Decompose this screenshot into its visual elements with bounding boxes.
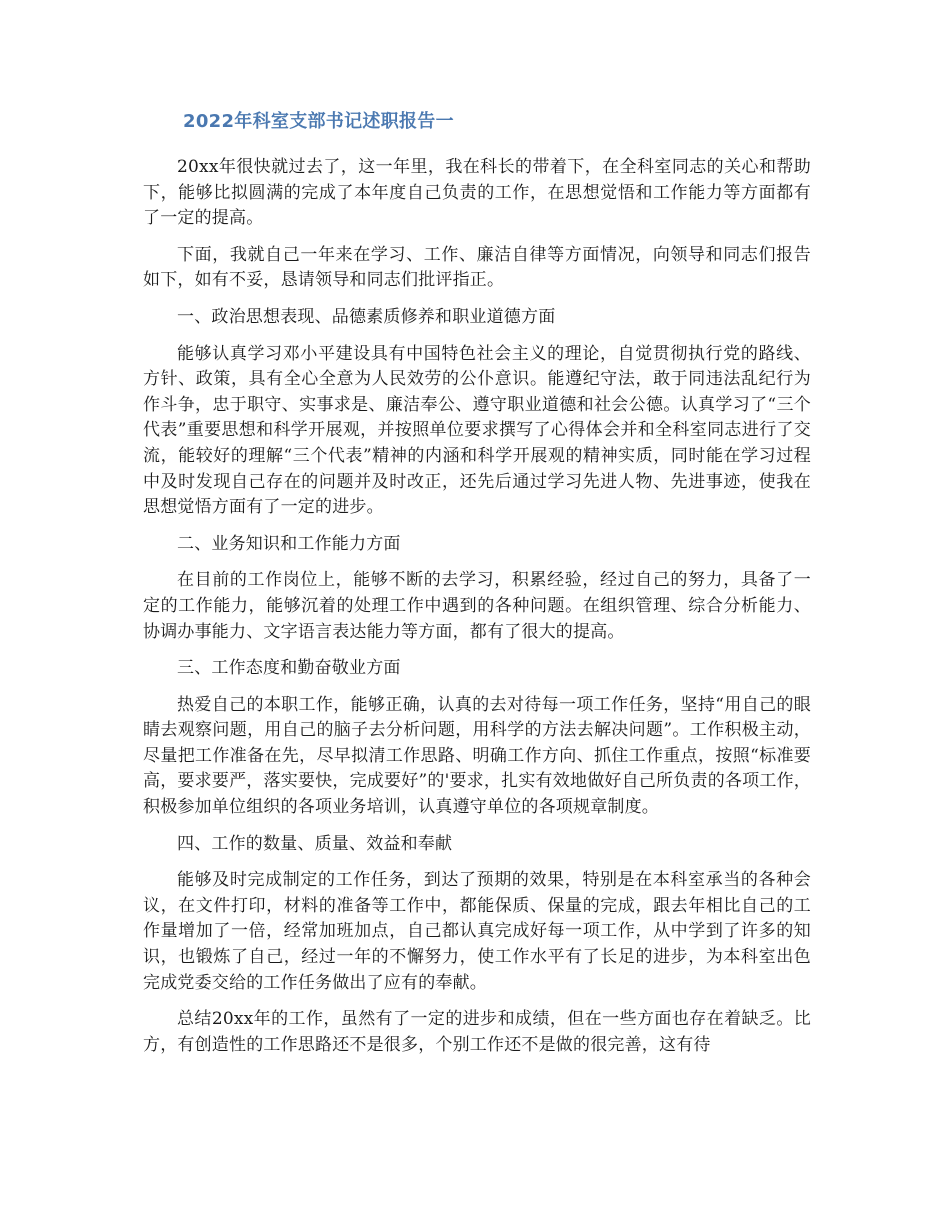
section-heading-contribution: 四、工作的数量、质量、效益和奉献: [177, 833, 453, 854]
section-heading-attitude: 三、工作态度和勤奋敬业方面: [177, 658, 401, 679]
paragraph-political: 能够认真学习邓小平建设具有中国特色社会主义的理论，自觉贯彻执行党的路线、方针、政策，具有全心全意为人民效劳的公仆意识。能遵纪守法，敢于同违法乱纪行为作斗争，忠于职守、实事求是、廉洁奉公、遵守职业道德和社会公德。认真学习了“三个代表”重要思想和科学开展观，并按照单位要求撰写了心得体会并和全科室同志进行了交流，能较好的理解“三个代表”精神的内涵和科学开展观的精神实质，同时能在学习过程中及时发现自己存在的问题并及时改正，还先后通过学习先进人物、先进事迹，使我在思想觉悟方面有了一定的进步。: [143, 343, 811, 518]
paragraph-attitude: 热爱自己的本职工作，能够正确，认真的去对待每一项工作任务，坚持“用自己的眼睛去观察问题，用自己的脑子去分析问题，用科学的方法去解决问题”。工作积极主动，尽量把工作准备在先，尽早拟清工作思路、明确工作方向、抓住工作重点，按照“标准要高，要求要严，落实要快，完成要好”的'要求，扎实有效地做好自己所负责的各项工作，积极参加单位组织的各项业务培训，认真遵守单位的各项规章制度。: [143, 694, 811, 818]
paragraph-ability: 在目前的工作岗位上，能够不断的去学习，积累经验，经过自己的努力，具备了一定的工作能力，能够沉着的处理工作中遇到的各种问题。在组织管理、综合分析能力、协调办事能力、文字语言表达能力等方面，都有了很大的提高。: [143, 570, 811, 642]
document-body: [143, 108, 811, 1069]
paragraph-summary: 总结20xx年的工作，虽然有了一定的进步和成绩，但在一些方面也存在着缺乏。比方，有创造性的工作思路还不是很多，个别工作还不是做的很完善，这有待: [143, 1009, 811, 1055]
section-heading-ability: 二、业务知识和工作能力方面: [177, 533, 401, 554]
paragraph-overview: 下面，我就自己一年来在学习、工作、廉洁自律等方面情况，向领导和同志们报告如下，如有不妥，恳请领导和同志们批评指正。: [143, 244, 811, 291]
paragraph-intro: 20xx年很快就过去了，这一年里，我在科长的带着下，在全科室同志的关心和帮助下，能够比拟圆满的完成了本年度自己负责的工作，在思想觉悟和工作能力等方面都有了一定的提高。: [143, 157, 811, 229]
section-heading-political: 一、政治思想表现、品德素质修养和职业道德方面: [177, 306, 556, 327]
document-title: 2022年科室支部书记述职报告一: [183, 111, 454, 132]
paragraph-contribution: 能够及时完成制定的工作任务，到达了预期的效果，特别是在本科室承当的各种会议，在文件打印，材料的准备等工作中，都能保质、保量的完成，跟去年相比自己的工作量增加了一倍，经常加班加点，自己都认真完成好每一项工作，从中学到了许多的知识，也锻炼了自己，经过一年的不懈努力，使工作水平有了长足的进步，为本科室出色完成党委交给的工作任务做出了应有的奉献。: [143, 870, 811, 993]
